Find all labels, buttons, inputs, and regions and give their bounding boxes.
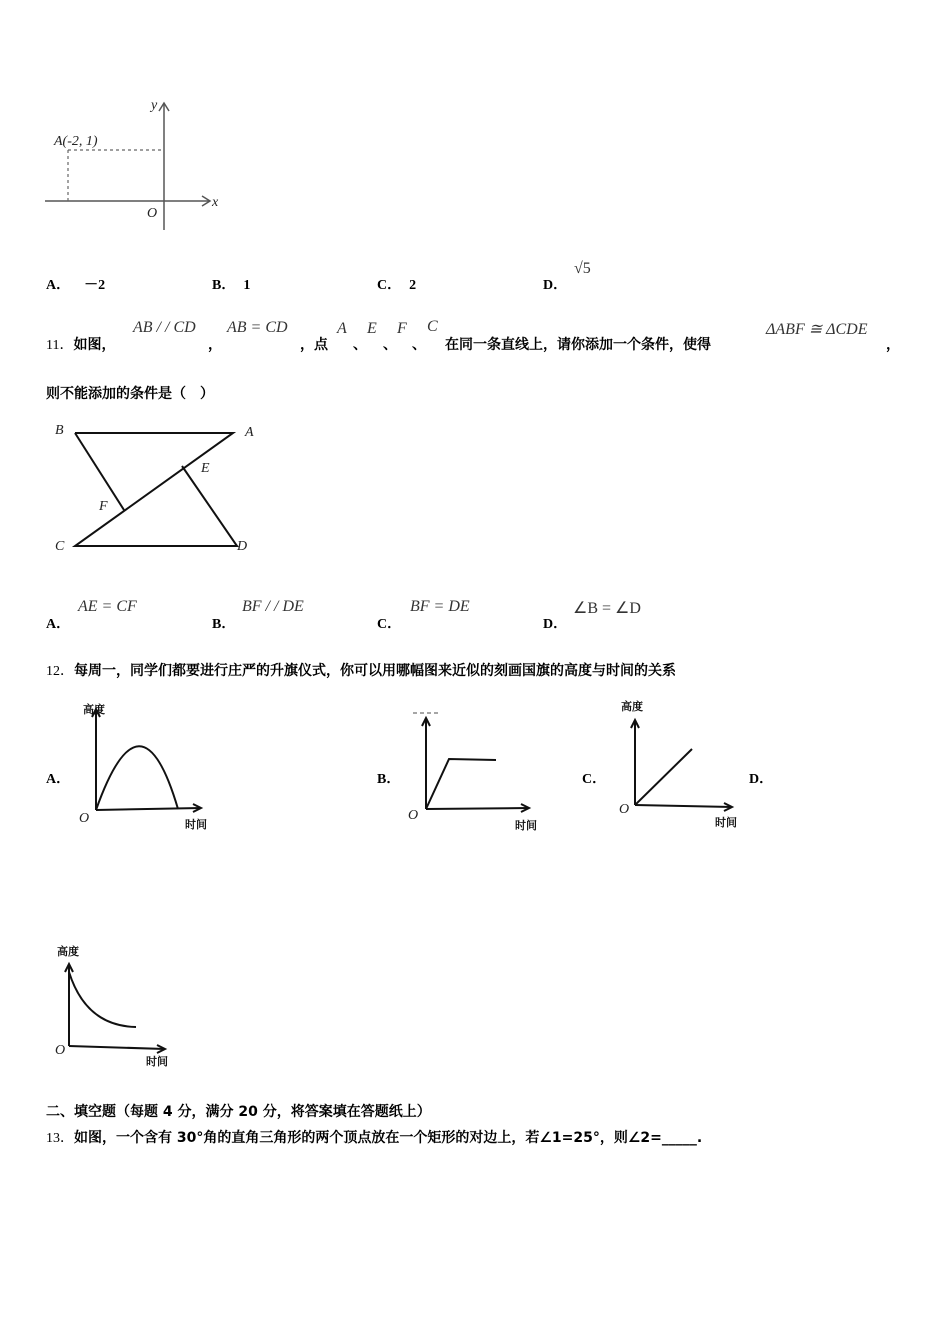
origin-label: O <box>147 206 158 221</box>
q11-option-a-math: AE = CF <box>78 598 137 615</box>
q11-comma-1: ， <box>208 337 222 353</box>
q12-graph-d <box>50 938 190 1073</box>
q11-math-equal: AB = CD <box>227 319 288 336</box>
y-axis-label: y <box>151 98 158 113</box>
q12-a-time-label: 时间 <box>185 818 207 831</box>
q11-math-parallel: AB / / CD <box>133 319 196 336</box>
q11-option-a-letter: A． <box>46 617 71 632</box>
q10-option-d-math: √5 <box>574 260 591 277</box>
q13-stem: 13．如图，一个含有 30°角的直角三角形的两个顶点放在一个矩形的对边上，若∠1=25°，则∠2=_____. <box>46 1130 703 1146</box>
q12-option-a-letter: A． <box>46 772 71 787</box>
q12-option-b-letter: B． <box>377 772 401 787</box>
q11-sep-3: 、 <box>412 337 426 353</box>
q12-d-origin-label: O <box>55 1043 66 1058</box>
x-axis-label: x <box>212 195 219 210</box>
q12-b-origin-label: O <box>408 808 419 823</box>
q12-d-height-label: 高度 <box>57 945 79 958</box>
q12-graph-a <box>75 697 225 835</box>
q11-comma-end: ， <box>886 337 900 353</box>
q11-point-e: E <box>367 320 377 337</box>
q12-c-height-label: 高度 <box>621 700 643 713</box>
q12-d-time-label: 时间 <box>146 1055 168 1068</box>
q11-point-a: A <box>337 320 347 337</box>
label-b: B <box>55 423 64 438</box>
q11-option-b-letter: B． <box>212 617 236 632</box>
q10-option-b: B． 1 <box>212 278 251 293</box>
q11-math-congruent: ΔABF ≅ ΔCDE <box>766 321 868 338</box>
q11-sep-1: 、 <box>353 337 367 353</box>
label-e: E <box>201 461 210 476</box>
point-a-label: A(-2, 1) <box>54 134 98 149</box>
q11-option-b-math: BF / / DE <box>242 598 304 615</box>
q12-b-time-label: 时间 <box>515 819 537 832</box>
q12-graph-b <box>405 702 555 837</box>
q11-option-d-letter: D． <box>543 617 568 632</box>
section-2-title: 二、填空题（每题 4 分，满分 20 分，将答案填在答题纸上） <box>46 1104 431 1120</box>
q11-point-c: C <box>427 318 438 335</box>
label-f: F <box>99 499 108 514</box>
q12-a-origin-label: O <box>79 811 90 826</box>
q12-c-time-label: 时间 <box>715 816 737 829</box>
q11-option-c-letter: C． <box>377 617 402 632</box>
q10-option-a: A． －2 <box>46 278 106 293</box>
q11-text-point: ，点 <box>300 337 328 353</box>
label-c: C <box>55 539 65 554</box>
q11-point-f: F <box>397 320 407 337</box>
triangle-figure <box>45 418 265 558</box>
q11-option-c-math: BF = DE <box>410 598 470 615</box>
q12-option-c-letter: C． <box>582 772 607 787</box>
q12-graph-c <box>615 695 755 833</box>
q12-option-d-letter: D． <box>749 772 774 787</box>
q10-option-c: C． 2 <box>377 278 417 293</box>
q11-option-d-math: ∠B = ∠D <box>573 600 641 617</box>
q10-option-d-letter: D． <box>543 278 568 293</box>
q12-stem: 12．每周一，同学们都要进行庄严的升旗仪式，你可以用哪幅图来近似的刻画国旗的高度与时间的关系 <box>46 663 676 679</box>
q12-c-origin-label: O <box>619 802 630 817</box>
coordinate-figure <box>40 95 220 240</box>
label-d: D <box>237 539 248 554</box>
q11-number: 11．如图， <box>46 337 116 353</box>
q11-line-2: 则不能添加的条件是（ ） <box>46 386 214 402</box>
q12-a-height-label: 高度 <box>83 703 105 716</box>
q11-text-condition: 在同一条直线上，请你添加一个条件，使得 <box>445 337 711 353</box>
label-a: A <box>245 425 254 440</box>
q11-sep-2: 、 <box>383 337 397 353</box>
